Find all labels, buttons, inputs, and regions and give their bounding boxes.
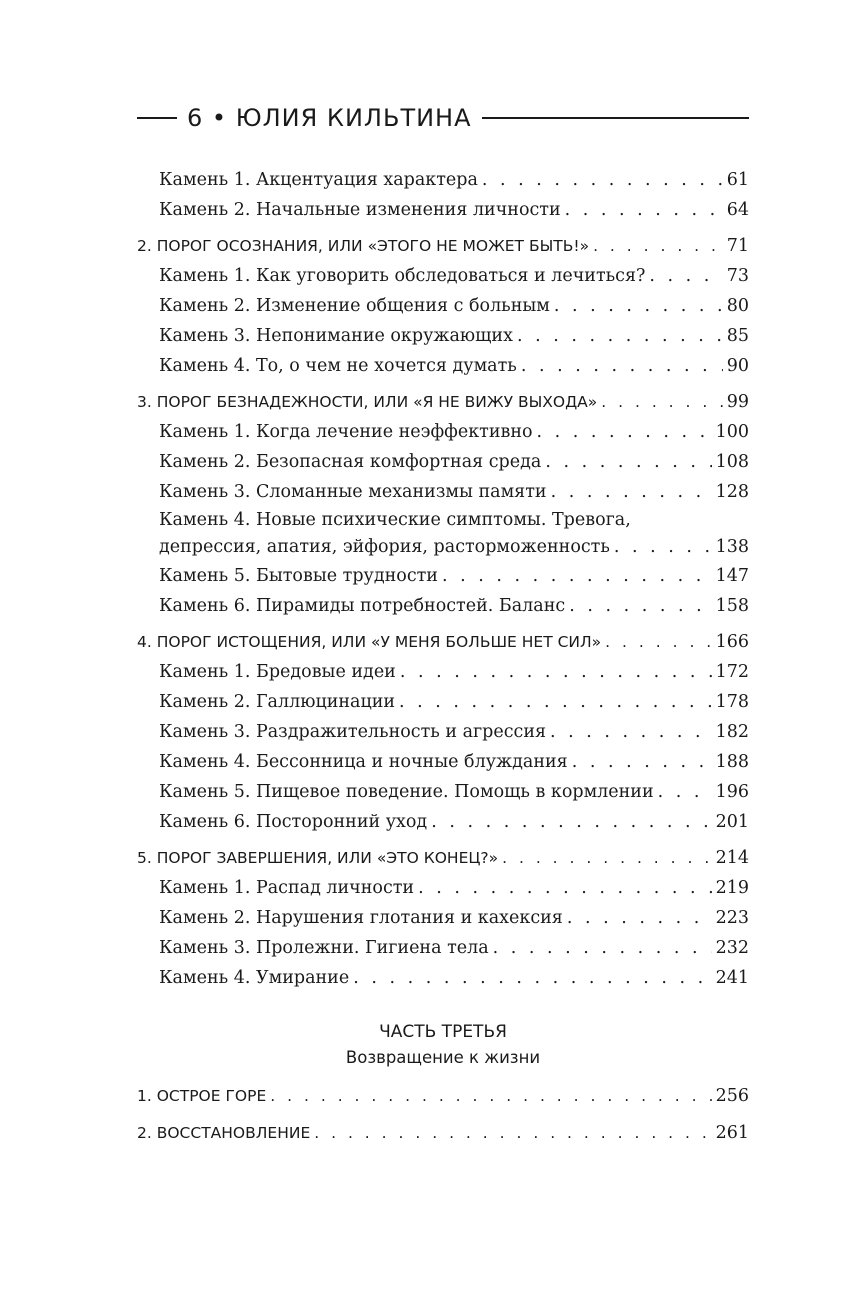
toc-entry-line-2: депрессия, апатия, эйфория, расторможенность . . . 138 — [159, 534, 749, 560]
part-title: ЧАСТЬ ТРЕТЬЯ — [379, 1022, 507, 1042]
toc-entry-stone[interactable]: Камень 2. Начальные изменения личности . . . 64 — [137, 195, 749, 225]
toc-entry-stone[interactable]: Камень 3. Сломанные механизмы памяти . . . 128 — [137, 477, 749, 507]
toc-entry-stone[interactable]: Камень 2. Безопасная комфортная среда . . . 108 — [137, 447, 749, 477]
header-page-number: 6 — [187, 104, 204, 132]
part-three-heading — [137, 1019, 749, 1071]
toc-entry-stone[interactable]: Камень 2. Изменение общения с больным . . . 80 — [137, 291, 749, 321]
toc-entry-stone[interactable]: Камень 4. Бессонница и ночные блуждания . . . 188 — [137, 747, 749, 777]
toc-entry-stone[interactable]: Камень 2. Нарушения глотания и кахексия . . . 223 — [137, 903, 749, 933]
toc-entry-chapter[interactable]: 2. ВОССТАНОВЛЕНИЕ . . . 261 — [137, 1117, 749, 1149]
part-three-contents — [137, 1080, 749, 1149]
header-bullet: • — [211, 104, 228, 132]
toc-entry-stone[interactable]: Камень 4. То, о чем не хочется думать . . . 90 — [137, 351, 749, 381]
toc-entry-stone[interactable]: Камень 4. Умирание . . . 241 — [137, 963, 749, 993]
header-author: ЮЛИЯ КИЛЬТИНА — [235, 104, 472, 132]
header-text — [177, 104, 482, 132]
running-header — [137, 98, 749, 138]
header-rule-right — [482, 117, 749, 119]
toc-entry-stone[interactable]: Камень 5. Бытовые трудности . . . 147 — [137, 561, 749, 591]
header-rule-left — [137, 117, 177, 119]
toc-entry-stone-multiline[interactable] — [137, 507, 749, 561]
toc-entry-stone[interactable]: Камень 1. Бредовые идеи . . . 172 — [137, 657, 749, 687]
toc-entry-stone[interactable]: Камень 2. Галлюцинации . . . 178 — [137, 687, 749, 717]
toc-entry-stone[interactable]: Камень 1. Когда лечение неэффективно . . . 100 — [137, 417, 749, 447]
toc-entry-stone[interactable]: Камень 3. Раздражительность и агрессия . . . 182 — [137, 717, 749, 747]
toc-entry-chapter[interactable]: 4. ПОРОГ ИСТОЩЕНИЯ, ИЛИ «У МЕНЯ БОЛЬШЕ НЕТ СИЛ» . . . 166 — [137, 627, 749, 657]
part-subtitle: Возвращение к жизни — [345, 1048, 541, 1067]
toc-entry-chapter[interactable]: 3. ПОРОГ БЕЗНАДЕЖНОСТИ, ИЛИ «Я НЕ ВИЖУ ВЫХОДА» . . . 99 — [137, 387, 749, 417]
toc-entry-stone[interactable]: Камень 5. Пищевое поведение. Помощь в кормлении . . . 196 — [137, 777, 749, 807]
toc-entry-stone[interactable]: Камень 1. Как уговорить обследоваться и лечиться? . . . 73 — [137, 261, 749, 291]
toc-entry-stone[interactable]: Камень 6. Посторонний уход . . . 201 — [137, 807, 749, 837]
toc-entry-stone[interactable]: Камень 3. Пролежни. Гигиена тела . . . 232 — [137, 933, 749, 963]
toc-entry-stone[interactable]: Камень 1. Акцентуация характера . . . 61 — [137, 165, 749, 195]
toc-entry-stone[interactable]: Камень 3. Непонимание окружающих . . . 85 — [137, 321, 749, 351]
toc-entry-stone[interactable]: Камень 6. Пирамиды потребностей. Баланс . . . 158 — [137, 591, 749, 621]
toc-entry-line-1: Камень 4. Новые психические симптомы. Тревога, — [159, 510, 631, 530]
toc-entry-chapter[interactable]: 1. ОСТРОЕ ГОРЕ . . . 256 — [137, 1080, 749, 1112]
toc-entry-chapter[interactable]: 5. ПОРОГ ЗАВЕРШЕНИЯ, ИЛИ «ЭТО КОНЕЦ?» . . . 214 — [137, 843, 749, 873]
table-of-contents — [137, 165, 749, 993]
toc-entry-stone[interactable]: Камень 1. Распад личности . . . 219 — [137, 873, 749, 903]
toc-entry-chapter[interactable]: 2. ПОРОГ ОСОЗНАНИЯ, ИЛИ «ЭТОГО НЕ МОЖЕТ БЫТЬ!» . . . 71 — [137, 231, 749, 261]
